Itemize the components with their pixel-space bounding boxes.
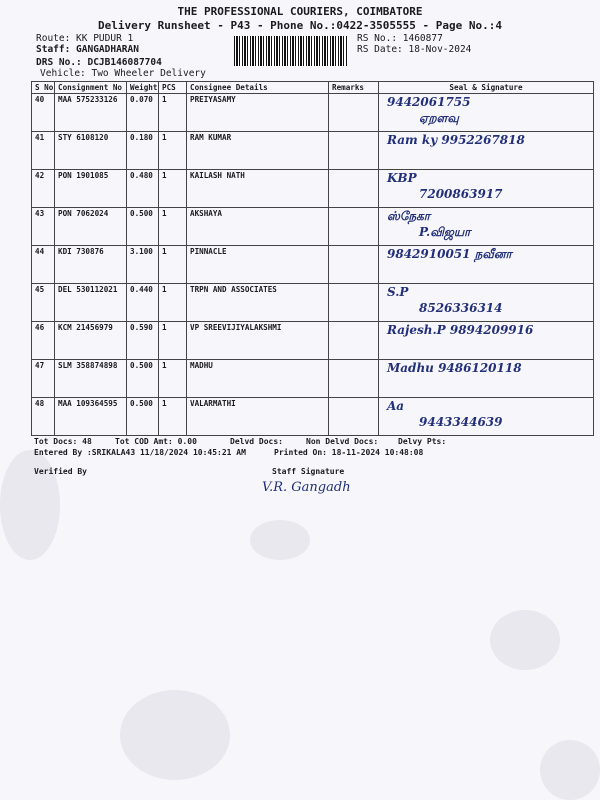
consignment-table (31, 81, 594, 436)
handwritten-signature: Aa (387, 399, 405, 413)
cell-weight: 0.070 (127, 94, 159, 132)
cell-weight: 0.500 (127, 398, 159, 436)
cell-remarks (329, 284, 379, 322)
total-docs: Tot Docs: 48 (34, 437, 92, 446)
cell-remarks (329, 170, 379, 208)
cell-sno: 47 (32, 360, 55, 398)
col-pcs: PCS (159, 82, 187, 94)
route: Route: KK PUDUR 1 (36, 33, 134, 44)
cell-consignment: SLM 358874898 (55, 360, 127, 398)
scan-smudge (540, 740, 600, 800)
cell-weight: 0.500 (127, 360, 159, 398)
cell-weight: 3.100 (127, 246, 159, 284)
cell-consignment: KCM 21456979 (55, 322, 127, 360)
cell-remarks (329, 322, 379, 360)
cell-consignee: AKSHAYA (187, 208, 329, 246)
cell-signature (379, 170, 594, 208)
delivered-docs: Delvd Docs: (230, 437, 283, 446)
table-header-row (32, 82, 594, 94)
cell-sno: 42 (32, 170, 55, 208)
handwritten-signature: Madhu 9486120118 (387, 361, 522, 375)
cell-consignee: RAM KUMAR (187, 132, 329, 170)
vehicle: Vehicle: Two Wheeler Delivery (40, 68, 206, 79)
cell-weight: 0.590 (127, 322, 159, 360)
handwritten-signature: 9842910051 நவீனா (387, 247, 512, 261)
handwritten-phone: P.விஜயா (419, 225, 471, 239)
cell-consignment: STY 6108120 (55, 132, 127, 170)
handwritten-phone: ஏறளவு (419, 111, 459, 125)
rs-date: RS Date: 18-Nov-2024 (357, 44, 472, 55)
cell-pcs: 1 (159, 94, 187, 132)
staff: Staff: GANGADHARAN (36, 44, 139, 55)
staff-signature-label: Staff Signature (272, 467, 345, 476)
handwritten-signature: ஸ்நேகா (387, 209, 431, 223)
table-row (32, 246, 594, 284)
scan-smudge (490, 610, 560, 670)
cell-consignment: MAA 575233126 (55, 94, 127, 132)
total-cod: Tot COD Amt: 0.00 (115, 437, 197, 446)
cell-pcs: 1 (159, 132, 187, 170)
cell-pcs: 1 (159, 246, 187, 284)
col-consignee: Consignee Details (187, 82, 329, 94)
non-delivered-docs: Non Delvd Docs: (306, 437, 379, 446)
cell-consignment: PON 1901085 (55, 170, 127, 208)
cell-signature (379, 322, 594, 360)
cell-weight: 0.480 (127, 170, 159, 208)
handwritten-signature: Rajesh.P 9894209916 (387, 323, 534, 337)
table-row (32, 94, 594, 132)
handwritten-signature: 9442061755 (387, 95, 471, 109)
barcode (234, 36, 348, 66)
cell-consignee: VP SREEVIJIYALAKSHMI (187, 322, 329, 360)
cell-sno: 45 (32, 284, 55, 322)
cell-consignee: VALARMATHI (187, 398, 329, 436)
cell-remarks (329, 94, 379, 132)
cell-signature (379, 94, 594, 132)
table-row (32, 360, 594, 398)
table-row (32, 208, 594, 246)
table-row (32, 284, 594, 322)
cell-pcs: 1 (159, 170, 187, 208)
cell-remarks (329, 132, 379, 170)
cell-consignment: DEL 530112021 (55, 284, 127, 322)
staff-signature: V.R. Gangadh (262, 480, 351, 495)
table-row (32, 170, 594, 208)
scan-smudge (250, 520, 310, 560)
printed-on: Printed On: 18-11-2024 10:48:08 (274, 448, 424, 457)
handwritten-signature: KBP (387, 171, 417, 185)
cell-sno: 44 (32, 246, 55, 284)
cell-consignee: PREIYASAMY (187, 94, 329, 132)
cell-consignment: PON 7062024 (55, 208, 127, 246)
cell-consignee: MADHU (187, 360, 329, 398)
scan-smudge (120, 690, 230, 780)
cell-consignee: KAILASH NATH (187, 170, 329, 208)
col-weight: Weight (127, 82, 159, 94)
runsheet-title: Delivery Runsheet - P43 - Phone No.:0422-3505555 - Page No.:4 (98, 19, 502, 32)
cell-sno: 40 (32, 94, 55, 132)
cell-pcs: 1 (159, 360, 187, 398)
entered-by: Entered By :SRIKALA43 11/18/2024 10:45:21 AM (34, 448, 246, 457)
handwritten-signature: Ram ky 9952267818 (387, 133, 525, 147)
cell-consignee: PINNACLE (187, 246, 329, 284)
cell-sno: 41 (32, 132, 55, 170)
cell-pcs: 1 (159, 284, 187, 322)
cell-weight: 0.180 (127, 132, 159, 170)
cell-consignment: KDI 730876 (55, 246, 127, 284)
handwritten-phone: 8526336314 (419, 301, 503, 315)
verified-by: Verified By (34, 467, 87, 476)
handwritten-phone: 7200863917 (419, 187, 503, 201)
company-title: THE PROFESSIONAL COURIERS, COIMBATORE (177, 5, 423, 18)
cell-signature (379, 360, 594, 398)
col-signature: Seal & Signature (379, 82, 594, 94)
cell-sno: 48 (32, 398, 55, 436)
col-sno: S No (32, 82, 55, 94)
cell-signature (379, 398, 594, 436)
cell-remarks (329, 360, 379, 398)
cell-sno: 43 (32, 208, 55, 246)
table-row (32, 132, 594, 170)
cell-signature (379, 246, 594, 284)
cell-remarks (329, 208, 379, 246)
cell-signature (379, 132, 594, 170)
rs-number: RS No.: 1460877 (357, 33, 443, 44)
cell-pcs: 1 (159, 398, 187, 436)
handwritten-signature: S.P (387, 285, 409, 299)
cell-consignment: MAA 109364595 (55, 398, 127, 436)
cell-signature (379, 208, 594, 246)
delivery-points: Delvy Pts: (398, 437, 447, 446)
cell-remarks (329, 398, 379, 436)
col-remarks: Remarks (329, 82, 379, 94)
cell-sno: 46 (32, 322, 55, 360)
cell-remarks (329, 246, 379, 284)
table-row (32, 398, 594, 436)
cell-pcs: 1 (159, 322, 187, 360)
drs-number: DRS No.: DCJB146087704 (36, 57, 162, 68)
table-row (32, 322, 594, 360)
cell-pcs: 1 (159, 208, 187, 246)
cell-weight: 0.440 (127, 284, 159, 322)
cell-consignee: TRPN AND ASSOCIATES (187, 284, 329, 322)
col-consignment: Consignment No (55, 82, 127, 94)
handwritten-phone: 9443344639 (419, 415, 503, 429)
cell-signature (379, 284, 594, 322)
cell-weight: 0.500 (127, 208, 159, 246)
